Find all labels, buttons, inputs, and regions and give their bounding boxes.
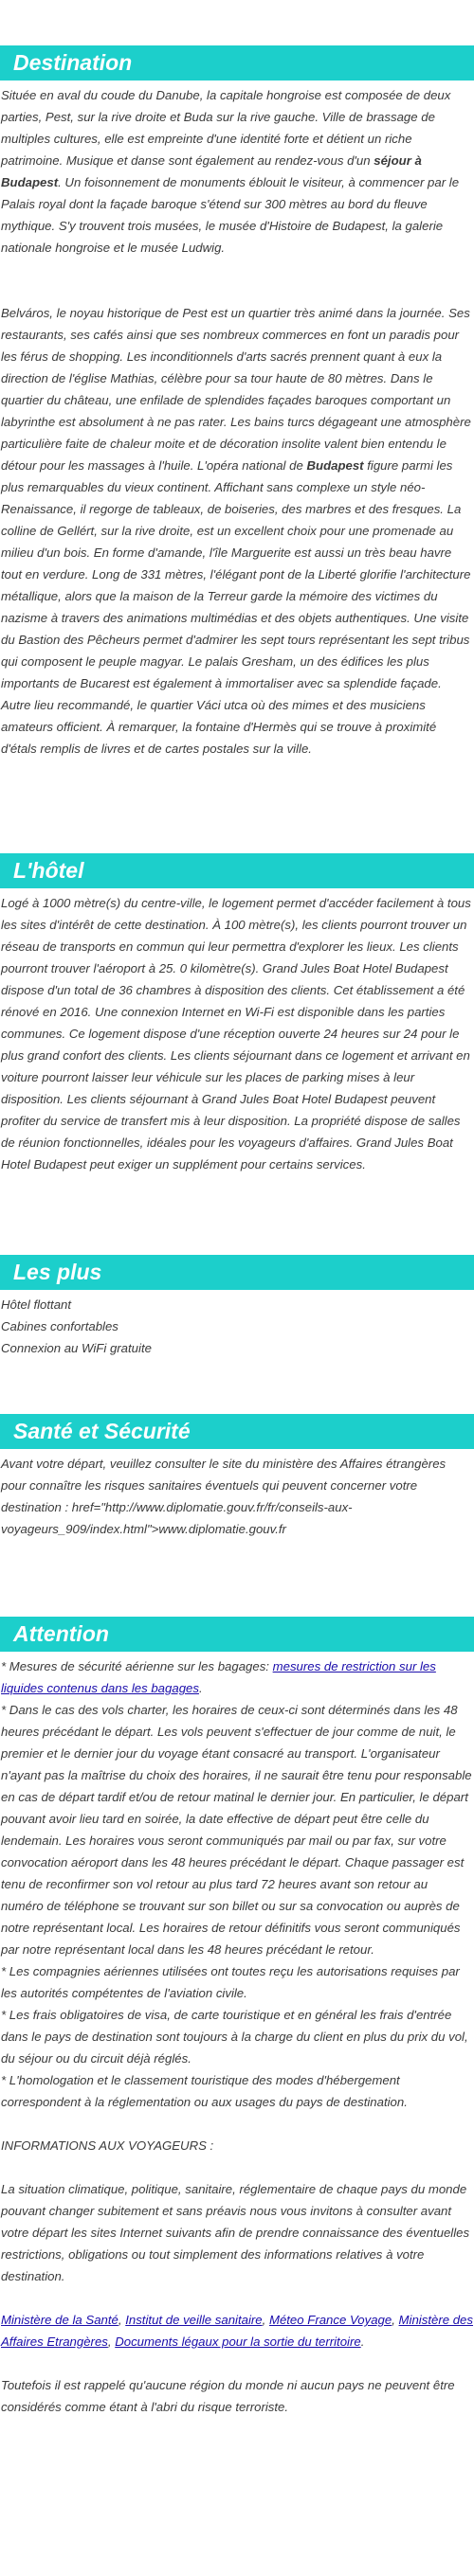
link-ministere-sante[interactable]: Ministère de la Santé <box>1 2313 118 2327</box>
plus-item: Hôtel flottant <box>1 1297 72 1312</box>
link-institut-veille-sanitaire[interactable]: Institut de veille sanitaire <box>125 2313 263 2327</box>
info-text: La situation climatique, politique, sanitaire, réglementaire de chaque pays du monde pouvant changer subitement et sans préavis nous vous invitons à consulter avant votre départ les sites Internet suivants afin de prendre connaissance des éventuelles restrictions, obligations ou tout simplement des informations relatives à votre destination. <box>1 2182 470 2283</box>
hotel-heading: L'hôtel <box>0 853 474 888</box>
final-note: Toutefois il est rappelé qu'aucune région du monde ni aucun pays ne peuvent être considérés comme étant à l'abri du risque terroriste. <box>1 2378 455 2414</box>
plus-item: Connexion au WiFi gratuite <box>1 1341 152 1355</box>
attention-bullet-4: * Les frais obligatoires de visa, de carte touristique et en général les frais d'entrée dans le pays de destination sont toujours à la charge du client en plus du prix du vol, du séjour ou du circuit déjà réglés. <box>1 2008 468 2066</box>
destination-paragraph-2: Belváros, le noyau historique de Pest est un quartier très animé dans la journée. Ses restaurants, ses cafés ainsi que ses nombreux commerces en font un paradis pour les férus de shopping. Les inconditionnels d'arts sacrés prennent quant à eux la direction de l'église Mathias, célèbre pour sa tour haute de 80 mètres. Dans le quartier du château, une enfilade de splendides façades baroques comportant un labyrinthe est absolument à ne pas rater. Les bains turcs dégageant une atmosphère particulière faite de chaleur moite et de décoration insolite valent bien entendu le détour pour les massages à l'huile. L'opéra national de Budapest figure parmi les plus remarquables du vieux continent. Affichant sans complexe un style néo-Renaissance, il regorge de tableaux, de boiseries, des marbres et des fresques. La colline de Gellért, sur la rive droite, est un excellent choix pour une promenade au milieu d'un bois. En forme d'amande, l'île Marguerite est aussi un très beau havre tout en verdure. Long de 331 mètres, l'élégant pont de la Liberté glorifie l'architecture métallique, alors que la maison de la Terreur garde la mémoire des victimes du nazisme à travers des animations multimédias et des objets authentiques. Une visite du Bastion des Pêcheurs permet d'admirer les sept tours représentant les sept tribus qui composent le peuple magyar. Le palais Gresham, un des édifices les plus importants de Bucarest est également à immortaliser avec sa splendide façade. Autre lieu recommandé, le quartier Váci utca où des mimes et des musiciens amateurs officient. À remarquer, la fontaine d'Hermès qui se trouve à proximité d'étals remplis de livres et de cartes postales sur la ville. <box>1 306 471 756</box>
plus-heading: Les plus <box>0 1255 474 1290</box>
attention-heading: Attention <box>0 1617 474 1652</box>
attention-bullet-1: * Mesures de sécurité aérienne sur les bagages: mesures de restriction sur les liquides contenus dans les bagages. <box>1 1659 436 1695</box>
hotel-description: Logé à 1000 mètre(s) du centre-ville, le logement permet d'accéder facilement à tous les sites d'intérêt de cette destination. À 100 mètre(s), les clients pourront trouver un réseau de transports en commun qui leur permettra d'explorer les lieux. Les clients pourront trouver l'aéroport à 25. 0 kilomètre(s). Grand Jules Boat Hotel Budapest dispose d'un total de 36 chambres à disposition des clients. Cet établissement a été rénové en 2016. Une connexion Internet en Wi-Fi est disponible dans les parties communes. Ce logement dispose d'une réception ouverte 24 heures sur 24 pour le plus grand confort des clients. Les clients séjournant dans ce logement et arrivant en voiture pourront laisser leur véhicule sur les places de parking mises à leur disposition. Les clients séjournant à Grand Jules Boat Hotel Budapest peuvent profiter du service de transfert mis à leur disposition. La propriété dispose de salles de réunion fonctionnelles, idéales pour les voyageurs d'affaires. Grand Jules Boat Hotel Budapest peut exiger un supplément pour certains services. <box>1 896 471 1172</box>
liquids-restriction-link[interactable]: mesures de restriction sur les liquides contenus dans les bagages <box>1 1659 436 1695</box>
destination-heading: Destination <box>0 45 474 80</box>
link-ministere-affaires-etrangeres[interactable]: Ministère des Affaires Etrangères <box>1 2313 473 2349</box>
plus-item: Cabines confortables <box>1 1319 118 1333</box>
attention-section <box>0 1655 474 2418</box>
link-documents-legaux[interactable]: Documents légaux pour la sortie du territoire <box>115 2334 361 2349</box>
link-meteo-france-voyage[interactable]: Méteo France Voyage <box>268 2313 392 2327</box>
info-title: INFORMATIONS AUX VOYAGEURS : <box>1 2138 214 2153</box>
attention-bullet-2: * Dans le cas des vols charter, les horaires de ceux-ci sont déterminés dans les 48 heures précédant le départ. Les vols peuvent s'effectuer de jour comme de nuit, le premier et le dernier jour du voyage étant consacré au transport. L'organisateur n'ayant pas la maîtrise du choix des horaires, il ne saurait être tenu pour responsable en cas de départ tardif et/ou de retour matinal le dernier jour. En particulier, le départ pouvant avoir lieu tard en soirée, la date effective de départ peut être celle du lendemain. Les horaires vous seront communiqués par mail ou par fax, sur votre convocation aéroport dans les 48 heures précédant le départ. Chaque passager est tenu de reconfirmer son vol retour au plus tard 72 heures avant son retour au numéro de téléphone se trouvant sur son billet ou sur sa convocation ou auprès de notre représentant local. Les horaires de retour définitifs vous seront communiqués par notre représentant local dans les 48 heures précédant le retour. <box>1 1703 472 1957</box>
destination-paragraph-1: Située en aval du coude du Danube, la capitale hongroise est composée de deux parties, Pest, sur la rive droite et Buda sur la rive gauche. Ville de brassage de multiples cultures, elle est empreinte d'une identité forte et détient un riche patrimoine. Musique et danse sont également au rendez-vous d'un séjour à Budapest. Un foisonnement de monuments éblouit le visiteur, à commencer par le Palais royal dont la façade baroque s'étend sur 300 mètres au bord du fleuve mythique. S'y trouvent trois musées, le musée d'Histoire de Budapest, la galerie nationale hongroise et le musée Ludwig. <box>1 88 460 255</box>
info-links: Ministère de la Santé, Institut de veille sanitaire, Méteo France Voyage, Ministère des Affaires Etrangères, Documents légaux pour la sortie du territoire. <box>1 2313 473 2349</box>
attention-bullet-5: * L'homologation et le classement touristique des modes d'hébergement correspondent à la réglementation ou aux usages du pays de destination. <box>1 2073 408 2109</box>
hotel-section <box>0 892 474 1175</box>
destination-section <box>0 84 474 760</box>
attention-bullet-3: * Les compagnies aériennes utilisées ont toutes reçu les autorisations requises par les autorités compétentes de l'aviation civile. <box>1 1964 460 2000</box>
sante-section <box>0 1453 474 1540</box>
plus-list <box>0 1294 474 1359</box>
sante-heading: Santé et Sécurité <box>0 1414 474 1449</box>
sante-text: Avant votre départ, veuillez consulter le site du ministère des Affaires étrangères pour connaître les risques sanitaires éventuels qui peuvent concerner votre destination : href="http://www.diplomatie.gouv.fr/fr/conseils-aux-voyageurs_909/index.html">www.diplomatie.gouv.fr <box>1 1457 447 1536</box>
